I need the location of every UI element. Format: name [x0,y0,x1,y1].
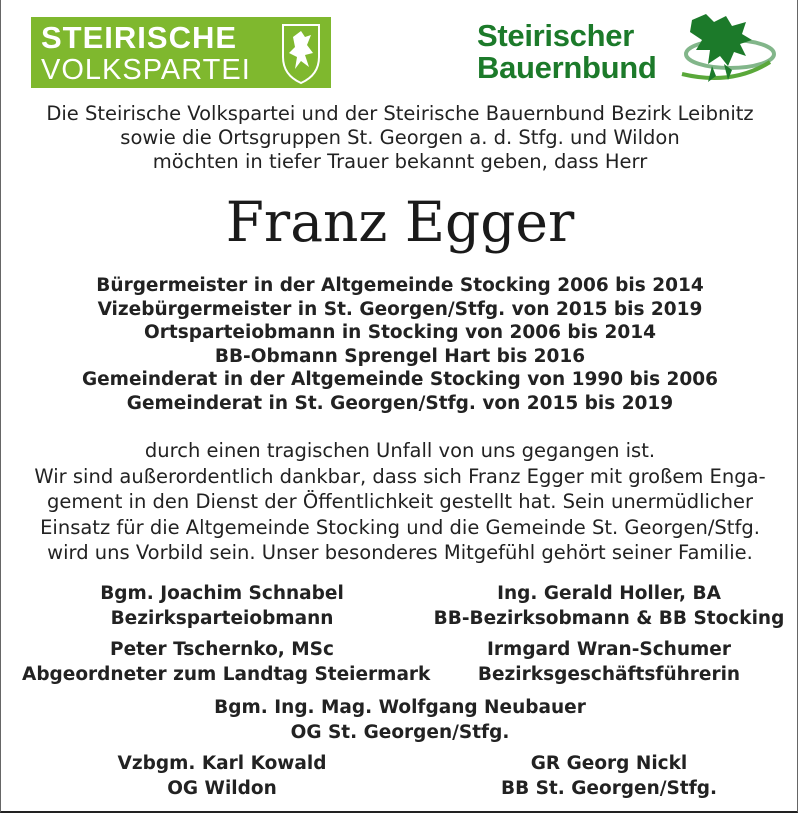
signature-role: Bezirksgeschäftsführerin [477,664,741,685]
body-line: Einsatz für die Altgemeinde Stocking und die Gemeinde St. Georgen/Stfg. [40,515,760,539]
signature-block [409,581,800,631]
office-line: Ortsparteiobmann in Stocking von 2006 bis 2014 [144,322,656,343]
offices-list [20,274,780,415]
intro-line: sowie die Ortsgruppen St. Georgen a. d. Stfg. und Wildon [120,126,680,149]
panther-shield-icon [271,17,331,88]
vp-logo-line2: VOLKSPARTEI [41,54,251,86]
intro-line: möchten in tiefer Trauer bekannt geben, dass Herr [152,150,648,173]
office-line: Bürgermeister in der Altgemeinde Stocking 2006 bis 2014 [96,275,704,296]
bb-logo-line1: Steirischer [477,18,634,53]
deceased-name: Franz Egger [225,190,575,254]
signature-block [409,751,800,801]
office-line: BB-Obmann Sprengel Hart bis 2016 [214,345,586,367]
office-line: Vizebürgermeister in St. Georgen/Stfg. von 2015 bis 2019 [97,298,703,320]
signature-block [200,695,600,745]
signature-name: Irmgard Wran-Schumer [487,639,731,660]
signature-block [22,751,422,801]
signature-block [22,637,431,687]
signature-block [409,637,800,687]
signature-name: Bgm. Joachim Schnabel [100,583,344,604]
signature-name: GR Georg Nickl [530,753,688,774]
vp-logo [31,17,331,88]
signature-role: OG St. Georgen/Stfg. [290,722,510,743]
signature-role: Abgeordneter zum Landtag Steiermark [22,664,431,685]
body-line: Wir sind außerordentlich dankbar, dass sich Franz Egger mit großem Enga- [34,464,766,488]
office-line: Gemeinderat in St. Georgen/Stfg. von 2015 bis 2019 [126,392,674,414]
body-line: durch einen tragischen Unfall von uns gegangen ist. [144,439,656,462]
signature-role: OG Wildon [167,778,277,799]
intro-line: Die Steirische Volkspartei und der Steirische Bauernbund Bezirk Leibnitz [46,102,754,125]
signature-role: BB St. Georgen/Stfg. [500,778,718,799]
bb-logo-text [477,20,657,84]
intro-paragraph [20,102,780,174]
body-line: wird uns Vorbild sein. Unser besonderes Mitgefühl gehört seiner Familie. [47,541,753,564]
signature-name: Bgm. Ing. Mag. Wolfgang Neubauer [214,697,586,718]
signature-block [22,581,422,631]
signature-role: BB-Bezirksobmann & BB Stocking [433,608,785,629]
body-paragraph [20,438,780,566]
office-line: Gemeinderat in der Altgemeinde Stocking von 1990 bis 2006 [81,369,719,390]
panther-icon [662,10,777,92]
body-line: gement in den Dienst der Öffentlichkeit gestellt hat. Sein unermüdlicher [46,490,754,513]
signature-name: Peter Tschernko, MSc [110,639,334,660]
vp-logo-text [41,21,269,85]
bb-logo-line2: Bauernbund [477,50,657,85]
signature-role: Bezirksparteiobmann [110,608,334,629]
signature-name: Ing. Gerald Holler, BA [497,583,721,604]
signature-name: Vzbgm. Karl Kowald [117,753,327,774]
vp-logo-line1: STEIRISCHE [41,20,238,55]
